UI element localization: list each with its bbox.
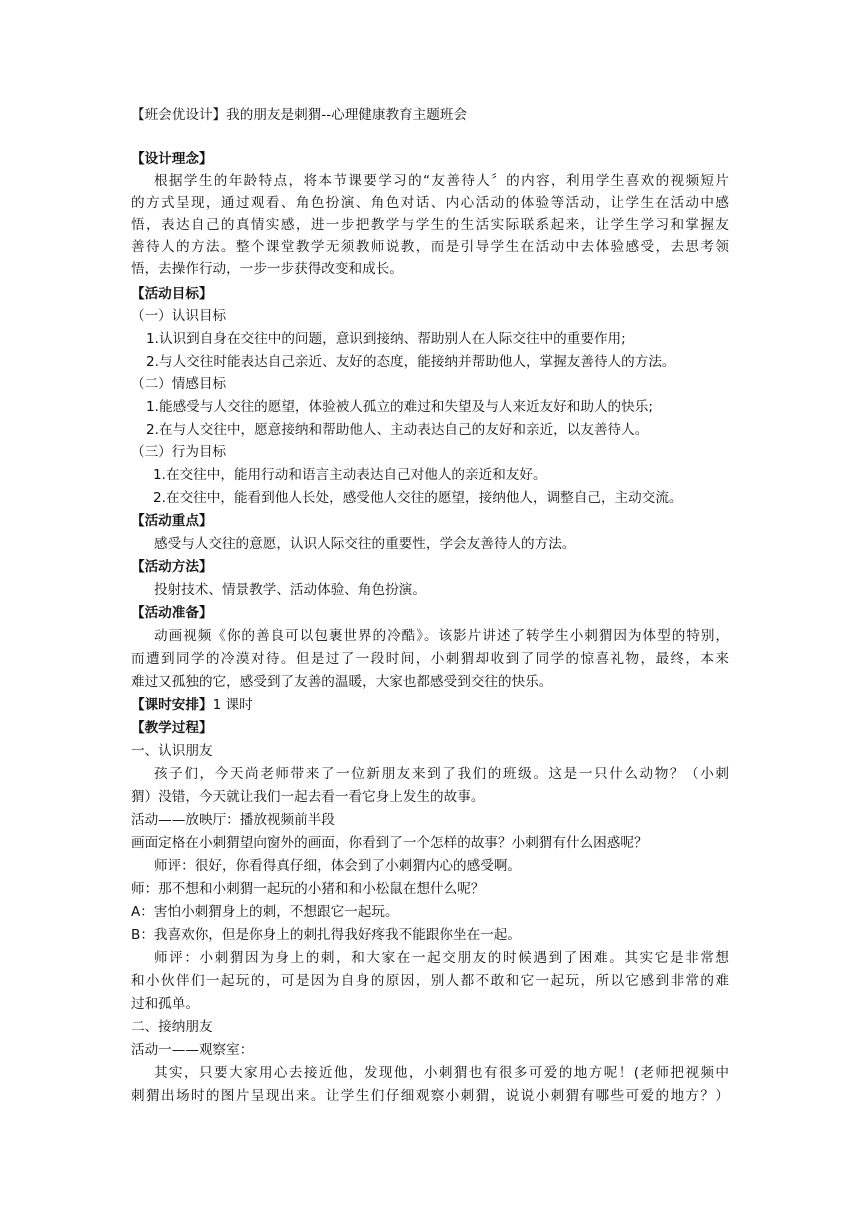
paragraph-line: 根据学生的年龄特点，将本节课要学习的“友善待人〞的内容，利用学生喜欢的视频短片: [154, 173, 729, 189]
paragraph-line: 过和孤单。: [131, 996, 199, 1012]
paragraph-line: 悟，表达自己的真情实感，进一步把教学与学生的生活实际联系起来，让学生学习和掌握友: [131, 217, 729, 233]
heading-activity-focus: 【活动重点】: [131, 513, 213, 529]
heading-design-concept: 【设计理念】: [131, 151, 213, 167]
list-item: 2.在与人交往中，愿意接纳和帮助他人、主动表达自己的友好和亲近，以友善待人。: [146, 422, 649, 438]
dialogue-line: A：害怕小刺猬身上的刺，不想跟它一起玩。: [131, 904, 399, 920]
paragraph-line: 悟，去操作行动，一步一步获得改变和成长。: [131, 261, 403, 277]
part-heading: 二、接纳朋友: [131, 1019, 213, 1035]
schedule-line: [131, 694, 253, 716]
list-item: 2.在交往中，能看到他人长处，感受他人交往的愿望，接纳他人，调整自己，主动交流。: [153, 490, 683, 506]
subheading-cognitive-goals: （一）认识目标: [131, 308, 227, 324]
paragraph-line: 猬）没错，今天就让我们一起去看一看它身上发生的故事。: [131, 789, 485, 805]
list-item: 1.在交往中，能用行动和语言主动表达自己对他人的亲近和友好。: [153, 467, 547, 483]
list-item: 2.与人交往时能表达自己亲近、友好的态度，能接纳并帮助他人，掌握友善待人的方法。: [146, 354, 676, 370]
paragraph-line: 师评：很好，你看得真仔细，体会到了小刺猬内心的感受啊。: [154, 858, 522, 874]
dialogue-line: B：我喜欢你，但是你身上的刺扎得我好疼我不能跟你坐在一起。: [131, 927, 521, 943]
paragraph-line: 善待人的方法。整个课堂教学无须教师说教，而是引导学生在活动中去体验感受，去思考领: [131, 239, 729, 255]
activity-line: 活动——放映厅：播放视频前半段: [131, 812, 335, 828]
heading-activity-goals: 【活动目标】: [131, 286, 213, 302]
subheading-behavior-goals: （三）行为目标: [131, 444, 227, 460]
paragraph-line: 孩子们，今天尚老师带来了一位新朋友来到了我们的班级。这是一只什么动物？（小刺: [154, 766, 729, 782]
list-item: 1.认识到自身在交往中的问题，意识到接纳、帮助别人在人际交往中的重要作用;: [146, 331, 626, 347]
dialogue-line: 师：那不想和小刺猬一起玩的小猪和和小松鼠在想什么呢？: [131, 881, 485, 897]
list-item: 1.能感受与人交往的愿望，体验被人孤立的难过和失望及与人来近友好和助人的快乐;: [146, 399, 653, 415]
paragraph-line: 刺猬出场时的图片呈现出来。让学生们仔细观察小刺猬，说说小刺猬有哪些可爱的地方？）: [131, 1088, 729, 1104]
activity-line: 活动一——观察室：: [131, 1042, 254, 1058]
paragraph-line: 动画视频《你的善良可以包裹世界的冷酷》。该影片讲述了转学生小刺猬因为体型的特别，: [154, 628, 729, 644]
heading-teaching-process: 【教学过程】: [131, 720, 213, 736]
paragraph-line: 而遭到同学的冷漠对待。但是过了一段时间，小刺猬却收到了同学的惊喜礼物，最终，本来: [131, 651, 729, 667]
heading-activity-preparation: 【活动准备】: [131, 605, 213, 621]
part-heading: 一、认识朋友: [131, 743, 213, 759]
document-title: 【班会优设计】我的朋友是刺猬--心理健康教育主题班会: [131, 107, 468, 123]
schedule-value: 1 课时: [212, 697, 253, 713]
paragraph-line: 师评：小刺猬因为身上的刺，和大家在一起交朋友的时候遇到了困难。其实它是非常想: [154, 950, 729, 966]
paragraph-line: 投射技术、情景教学、活动体验、角色扮演。: [154, 582, 426, 598]
paragraph-line: 和小伙伴们一起玩的，可是因为自身的原因，别人都不敢和它一起玩，所以它感到非常的难: [131, 973, 729, 989]
subheading-emotional-goals: （二）情感目标: [131, 376, 227, 392]
paragraph-line: 的方式呈现，通过观看、角色扮演、角色对话、内心活动的体验等活动，让学生在活动中感: [131, 195, 729, 211]
paragraph-line: 感受与人交往的意愿，认识人际交往的重要性，学会友善待人的方法。: [154, 536, 576, 552]
heading-activity-methods: 【活动方法】: [131, 559, 213, 575]
paragraph-line: 其实，只要大家用心去接近他，发现他，小刺猬也有很多可爱的地方呢！(老师把视频中: [154, 1065, 729, 1081]
paragraph-line: 画面定格在小刺猬望向窗外的画面，你看到了一个怎样的故事？小刺猬有什么困惑呢？: [131, 835, 648, 851]
paragraph-line: 难过又孤独的它，感受到了友善的温暖，大家也都感受到交往的快乐。: [131, 674, 553, 690]
heading-schedule: 【课时安排】: [131, 697, 213, 713]
